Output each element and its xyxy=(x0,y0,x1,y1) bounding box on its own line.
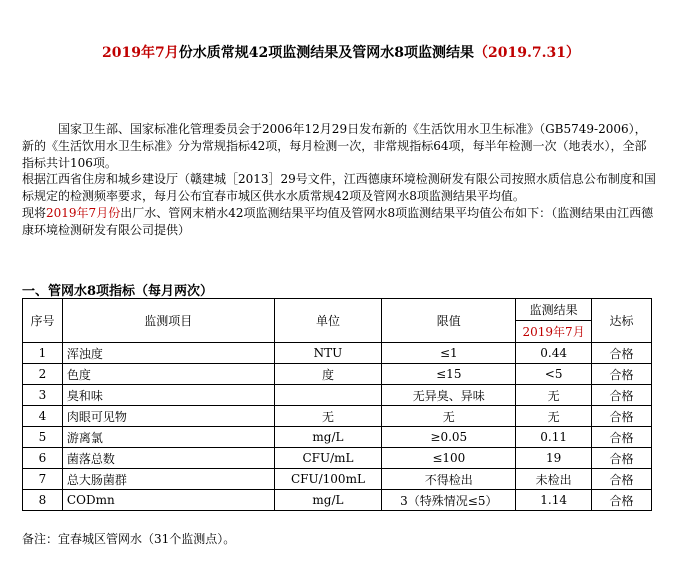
cell-pass: 合格 xyxy=(592,490,652,511)
header-limit: 限值 xyxy=(382,299,516,343)
cell-unit: mg/L xyxy=(274,490,382,511)
cell-unit: 无 xyxy=(274,406,382,427)
cell-pass: 合格 xyxy=(592,469,652,490)
cell-limit: 无 xyxy=(382,406,516,427)
title-month: 2019年7月 xyxy=(102,45,179,61)
intro-paragraph-1: 国家卫生部、国家标准化管理委员会于2006年12月29日发布新的《生活饮用水卫生标准》（GB5749-2006），新的《生活饮用水卫生标准》分为常规指标42项，每月检测一次，非常规指标64项，每半年检测一次（地表水），全部指标共计106项。 xyxy=(22,122,647,170)
table-row xyxy=(23,427,652,448)
cell-no: 4 xyxy=(23,406,63,427)
table-row xyxy=(23,469,652,490)
header-unit: 单位 xyxy=(274,299,382,343)
cell-limit: 3（特殊情况≤5） xyxy=(382,490,516,511)
cell-result: 19 xyxy=(516,448,592,469)
cell-unit xyxy=(274,385,382,406)
cell-pass: 合格 xyxy=(592,406,652,427)
cell-limit: ≥0.05 xyxy=(382,427,516,448)
cell-limit: ≤100 xyxy=(382,448,516,469)
cell-pass: 合格 xyxy=(592,385,652,406)
title-main: 份水质常规42项监测结果及管网水8项监测结果 xyxy=(178,45,474,61)
cell-pass: 合格 xyxy=(592,427,652,448)
cell-limit: 无异臭、异味 xyxy=(382,385,516,406)
cell-item: 浑浊度 xyxy=(62,343,274,364)
cell-pass: 合格 xyxy=(592,364,652,385)
cell-unit: 度 xyxy=(274,364,382,385)
cell-item: 菌落总数 xyxy=(62,448,274,469)
cell-no: 5 xyxy=(23,427,63,448)
cell-item: CODmn xyxy=(62,490,274,511)
para3-pre: 现将 xyxy=(22,206,47,220)
header-item: 监测项目 xyxy=(62,299,274,343)
table-row xyxy=(23,406,652,427)
header-pass: 达标 xyxy=(592,299,652,343)
cell-result: 1.14 xyxy=(516,490,592,511)
cell-pass: 合格 xyxy=(592,448,652,469)
cell-pass: 合格 xyxy=(592,343,652,364)
para3-month: 2019年7月份 xyxy=(46,206,121,220)
cell-no: 1 xyxy=(23,343,63,364)
cell-no: 2 xyxy=(23,364,63,385)
cell-limit: ≤1 xyxy=(382,343,516,364)
cell-result: 未检出 xyxy=(516,469,592,490)
cell-item: 色度 xyxy=(62,364,274,385)
cell-no: 6 xyxy=(23,448,63,469)
cell-limit: ≤15 xyxy=(382,364,516,385)
cell-result: 无 xyxy=(516,406,592,427)
table-row xyxy=(23,490,652,511)
cell-result: 0.44 xyxy=(516,343,592,364)
section-title: 一、管网水8项指标（每月两次） xyxy=(22,284,214,299)
cell-unit: NTU xyxy=(274,343,382,364)
header-result: 监测结果 xyxy=(516,299,592,321)
header-no: 序号 xyxy=(23,299,63,343)
table-row xyxy=(23,364,652,385)
footnote: 备注：宜春城区管网水（31个监测点）。 xyxy=(22,532,236,546)
title-date: （2019.7.31） xyxy=(474,45,580,61)
cell-item: 总大肠菌群 xyxy=(62,469,274,490)
table-row xyxy=(23,385,652,406)
monitoring-table xyxy=(22,298,652,511)
page-title xyxy=(0,42,682,62)
cell-unit: CFU/100mL xyxy=(274,469,382,490)
cell-result: <5 xyxy=(516,364,592,385)
cell-no: 7 xyxy=(23,469,63,490)
cell-result: 无 xyxy=(516,385,592,406)
table-row xyxy=(23,448,652,469)
cell-item: 肉眼可见物 xyxy=(62,406,274,427)
cell-limit: 不得检出 xyxy=(382,469,516,490)
cell-item: 游离氯 xyxy=(62,427,274,448)
intro-paragraph-2: 根据江西省住房和城乡建设厅（赣建城［2013］29号文件，江西德康环境检测研发有限公司按照水质信息公布制度和国标规定的检测频率要求，每月公布宜春市城区供水水质常规42项及管网水8项监测结果平均值。 xyxy=(22,172,656,203)
cell-no: 8 xyxy=(23,490,63,511)
para3-post: 出厂水、管网末梢水42项监测结果平均值及管网水8项监测结果平均值公布如下：（监测结果由江西德康环境检测研发有限公司提供） xyxy=(22,206,654,237)
cell-item: 臭和味 xyxy=(62,385,274,406)
cell-unit: CFU/mL xyxy=(274,448,382,469)
intro-paragraph-3 xyxy=(22,205,658,239)
cell-no: 3 xyxy=(23,385,63,406)
header-result-month: 2019年7月 xyxy=(516,321,592,343)
cell-result: 0.11 xyxy=(516,427,592,448)
cell-unit: mg/L xyxy=(274,427,382,448)
table-row xyxy=(23,343,652,364)
